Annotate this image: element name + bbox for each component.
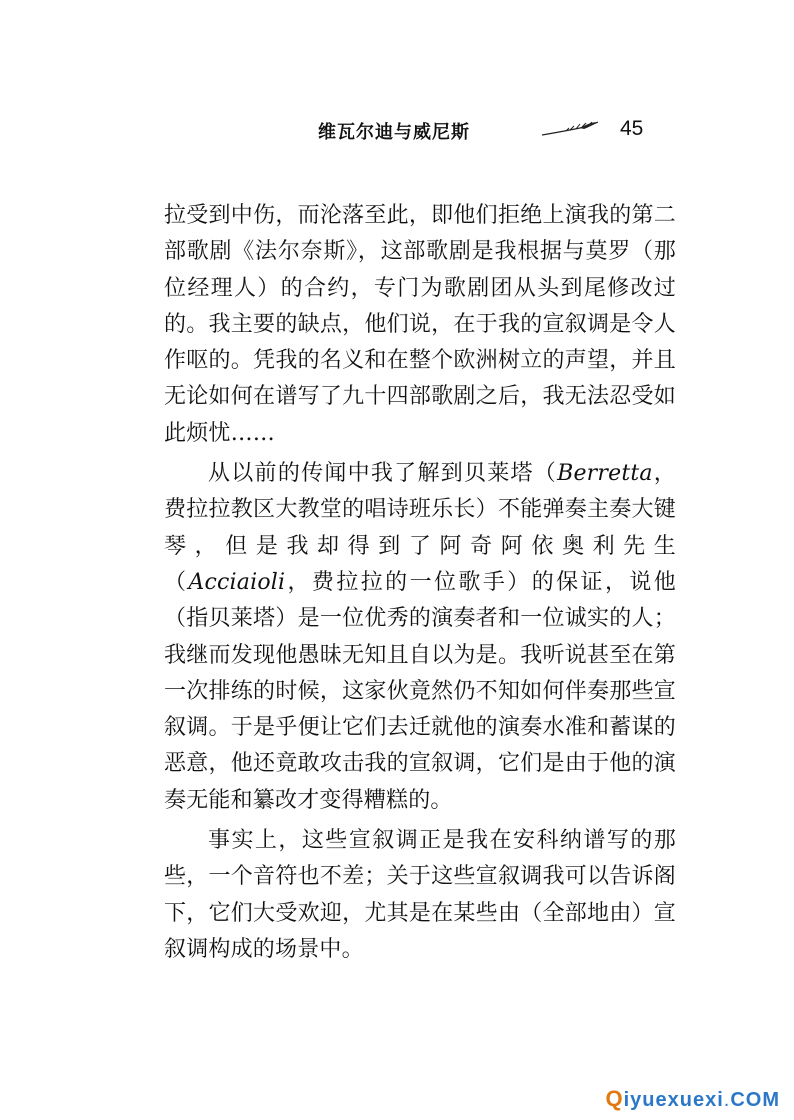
text-run: 拉受到中伤，而沦落至此，即他们拒绝上演我的第二部歌剧《法尔奈斯》，这部歌剧是我根据与莫罗（那位经理人）的合约，专门为歌剧团从头到尾修改过的。我主要的缺点，他们说，在于我的宣叙调是令人作呕的。凭我的名义和在整个欧洲树立的声望，并且无论如何在谱写了九十四部歌剧之后，我无法忍受如此烦忧…… <box>164 203 676 446</box>
site-watermark <box>605 1086 780 1112</box>
italic-name: Berretta <box>557 461 653 487</box>
italic-name: Acciaioli <box>188 569 286 595</box>
paragraph <box>164 823 676 968</box>
running-header <box>318 116 658 146</box>
quill-ornament-icon <box>540 120 600 138</box>
text-run: 从以前的传闻中我了解到贝莱塔（ <box>208 461 558 487</box>
body-text <box>164 198 676 972</box>
watermark-dot: . <box>723 1089 731 1111</box>
header-title: 维瓦尔迪与威尼斯 <box>318 122 470 143</box>
text-run: ，费拉拉的一位歌手）的保证，说他（指贝莱塔）是一位优秀的演奏者和一位诚实的人；我继而发现他愚昧无知且自以为是。我听说甚至在第一次排练的时候，这家伙竟然仍不知如何伴奏那些宣叙调。于是乎便让它们去迁就他的演奏水准和蓄谋的恶意，他还竟敢攻击我的宣叙调，它们是由于他的演奏无能和纂改才变得糟糕的。 <box>164 569 676 813</box>
watermark-tld: COM <box>730 1089 780 1111</box>
paragraph <box>164 456 676 819</box>
text-run: 事实上，这些宣叙调正是我在安科纳谱写的那些，一个音符也不差；关于这些宣叙调我可以告诉阁下，它们大受欢迎，尤其是在某些由（全部地由）宣叙调构成的场景中。 <box>164 828 676 962</box>
page-number: 45 <box>620 117 644 140</box>
watermark-q: Q <box>605 1086 624 1111</box>
watermark-domain: iyuexuexi <box>623 1089 724 1111</box>
paragraph <box>164 198 676 452</box>
text-run: ，费拉拉教区大教堂的唱诗班乐长）不能弹奏主奏大键琴，但是我却得到了阿奇阿依奥利先生（ <box>164 461 676 595</box>
